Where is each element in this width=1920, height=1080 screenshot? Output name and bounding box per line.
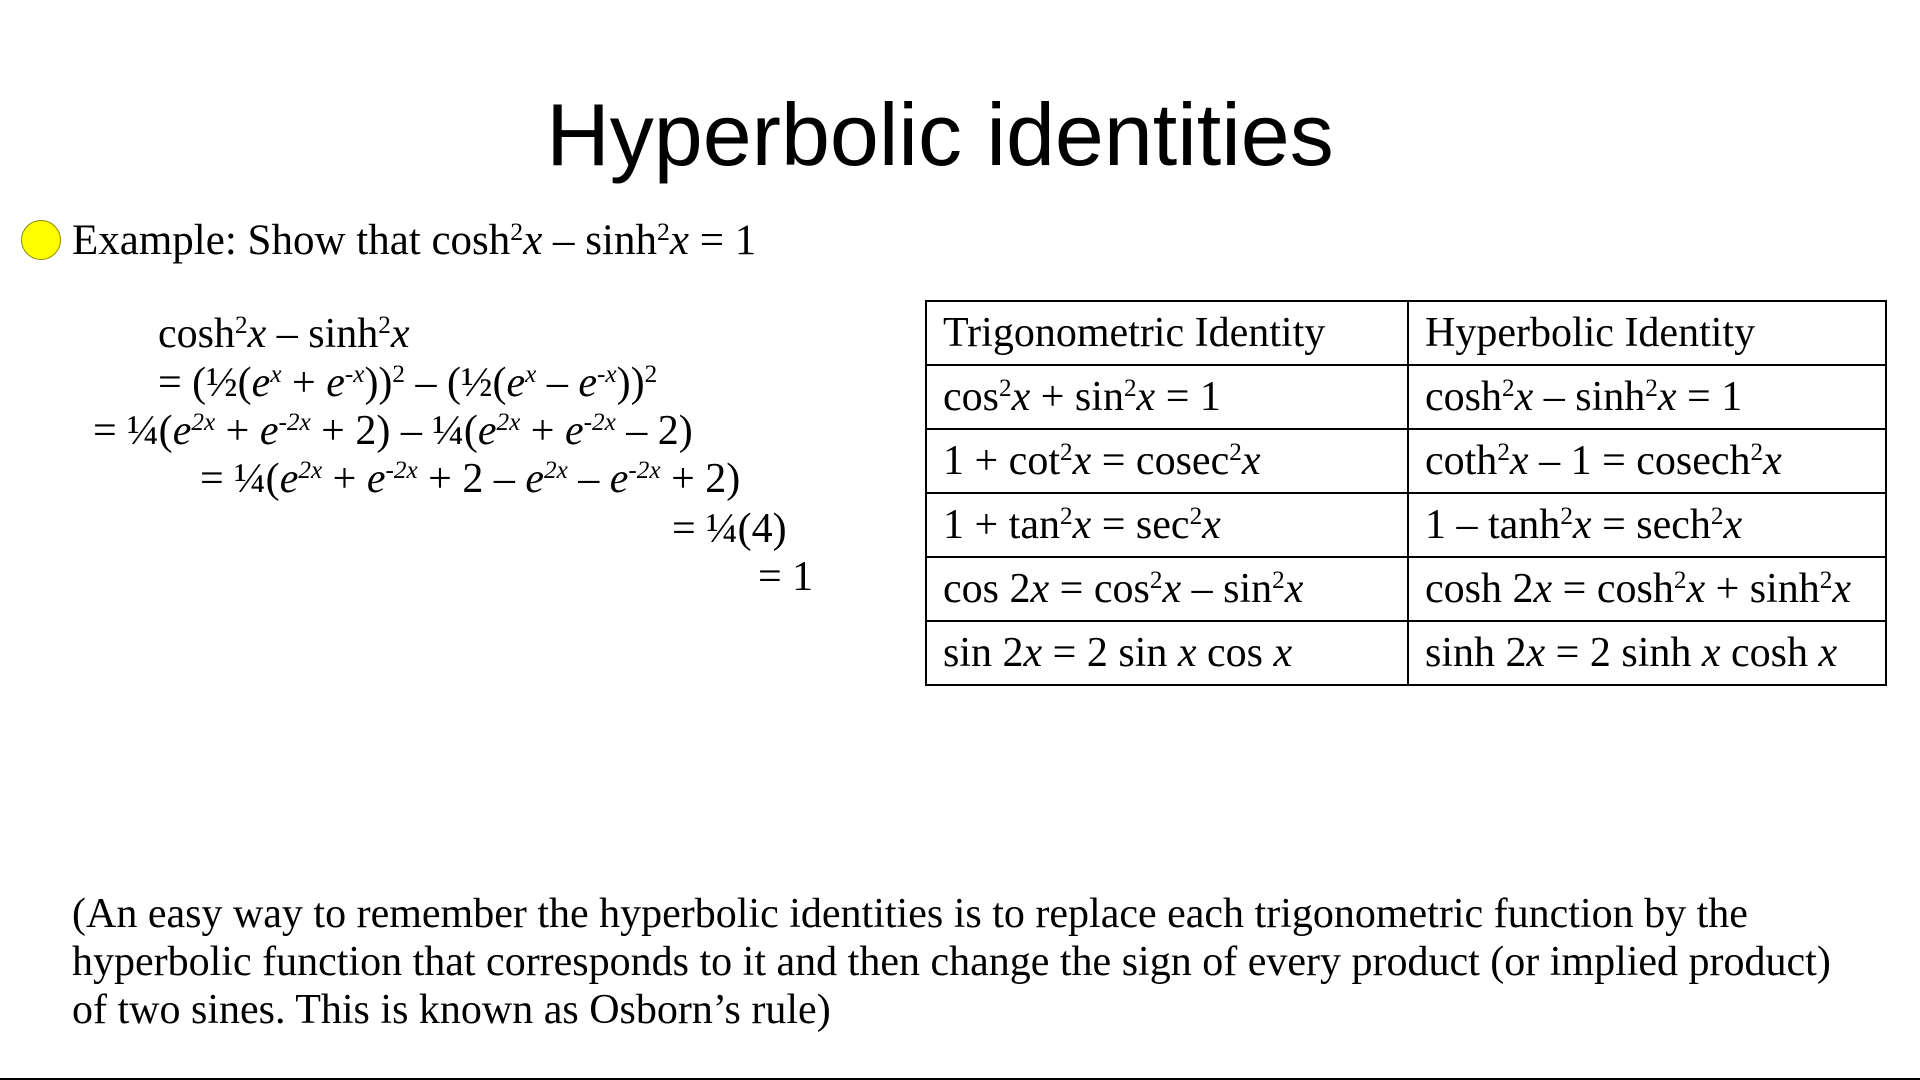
slide-title: Hyperbolic identities (546, 85, 1334, 184)
math-text: + sin (1030, 374, 1124, 420)
math-text: sin 2 (943, 630, 1024, 676)
math-text: cos (1196, 630, 1274, 676)
math-text: + sinh (1705, 566, 1820, 612)
table-body (926, 365, 1886, 685)
math-variable: x (1701, 630, 1721, 676)
example-variable: x (523, 217, 543, 264)
working-line (758, 553, 813, 601)
hyperbolic-identity-cell (1408, 493, 1886, 557)
math-text: + (520, 408, 565, 454)
math-variable: e (525, 456, 544, 502)
math-variable: e (326, 360, 345, 406)
math-text: + (215, 408, 260, 454)
math-text: sinh 2 (1425, 630, 1527, 676)
math-text: cosh (158, 311, 235, 357)
math-text: = 2 sin (1042, 630, 1178, 676)
math-text: = cosh (1552, 566, 1674, 612)
math-variable: x (1818, 630, 1838, 676)
math-text: – 2) (615, 408, 693, 454)
superscript: 2 (378, 312, 391, 340)
math-text: = cosec (1091, 438, 1230, 484)
superscript: -2x (385, 457, 418, 485)
math-text: 1 + cot (943, 438, 1060, 484)
math-text: coth (1425, 438, 1498, 484)
math-text: = cos (1049, 566, 1150, 612)
math-text: cos 2 (943, 566, 1031, 612)
math-variable: x (1202, 502, 1221, 548)
hyperbolic-identity-cell (1408, 429, 1886, 493)
superscript: 2 (1710, 503, 1724, 531)
math-variable: e (609, 456, 629, 502)
math-variable: x (1526, 630, 1546, 676)
math-text: = 1 (758, 554, 814, 600)
math-text: 1 + tan (943, 502, 1060, 548)
superscript: 2 (1149, 567, 1163, 595)
example-superscript: 2 (656, 216, 670, 246)
math-variable: e (477, 408, 497, 454)
superscript: -2x (278, 409, 311, 437)
example-text: – sinh (542, 217, 657, 264)
trig-identity-cell (926, 557, 1408, 621)
example-superscript: 2 (510, 216, 524, 246)
math-variable: x (1686, 566, 1706, 612)
table-row (926, 621, 1886, 685)
osborn-rule-note: (An easy way to remember the hyperbolic identities is to replace each trigonometric function by the hyperbolic function that corresponds to it and then change the sign of every product (or implied product) of two sines. This is known as Osborn’s rule) (72, 891, 1831, 1033)
superscript: 2x (191, 409, 216, 437)
superscript: 2 (1645, 375, 1658, 403)
math-text: = ¼(4) (672, 506, 787, 552)
math-text: – (½( (405, 360, 507, 406)
hyperbolic-identity-cell (1408, 365, 1886, 429)
superscript: x (525, 361, 537, 389)
math-text: = 2 sinh (1545, 630, 1702, 676)
superscript: 2x (298, 457, 323, 485)
table-row (926, 429, 1886, 493)
math-text: = (½( (158, 360, 252, 406)
math-variable: x (247, 311, 267, 357)
example-variable: x (669, 217, 689, 264)
math-variable: x (1241, 438, 1261, 484)
table-row (926, 493, 1886, 557)
math-variable: x (1136, 374, 1156, 420)
math-text: – sinh (266, 311, 379, 357)
hyperbolic-identity-cell (1408, 621, 1886, 685)
superscript: 2 (1189, 503, 1203, 531)
superscript: 2 (1750, 439, 1764, 467)
math-variable: x (1023, 630, 1043, 676)
working-line (672, 505, 787, 553)
trig-identity-cell (926, 429, 1408, 493)
superscript: -x (597, 361, 617, 389)
superscript: 2 (1060, 439, 1073, 467)
superscript: 2 (1502, 375, 1515, 403)
superscript: 2 (999, 375, 1012, 403)
math-variable: x (1533, 566, 1553, 612)
math-variable: e (251, 360, 271, 406)
hyperbolic-identity-cell (1408, 557, 1886, 621)
math-variable: x (1177, 630, 1197, 676)
math-variable: x (1657, 374, 1677, 420)
math-variable: e (564, 408, 584, 454)
math-variable: x (1030, 566, 1050, 612)
table-header-row (926, 301, 1886, 365)
math-variable: x (1273, 630, 1293, 676)
math-text: – 1 = cosech (1528, 438, 1751, 484)
working-line (200, 455, 740, 503)
math-variable: x (1284, 566, 1304, 612)
math-text: + 2 – (417, 456, 526, 502)
math-text: cosh (1425, 374, 1502, 420)
math-text: = ¼( (200, 456, 280, 502)
table-row (926, 365, 1886, 429)
superscript: 2 (1673, 567, 1687, 595)
math-variable: e (366, 456, 386, 502)
superscript: 2 (235, 312, 248, 340)
trig-identity-cell (926, 365, 1408, 429)
superscript: -x (344, 361, 365, 389)
math-variable: x (1072, 438, 1092, 484)
working-line (158, 310, 410, 358)
table-row (926, 557, 1886, 621)
example-statement (72, 215, 756, 267)
math-variable: e (279, 456, 299, 502)
math-variable: x (1572, 502, 1592, 548)
superscript: 2 (1123, 375, 1137, 403)
math-text: cos (943, 374, 999, 420)
math-variable: x (390, 311, 410, 357)
math-variable: e (578, 360, 597, 406)
math-variable: e (259, 408, 279, 454)
table-header: Trigonometric Identity (926, 301, 1408, 365)
math-text: + (322, 456, 367, 502)
math-text: – (536, 360, 579, 406)
math-text: = 1 (1676, 374, 1743, 420)
math-variable: x (1162, 566, 1182, 612)
math-text: = sec (1091, 502, 1190, 548)
math-variable: x (1723, 502, 1743, 548)
superscript: 2x (496, 409, 521, 437)
math-variable: x (1832, 566, 1852, 612)
trig-identity-cell (926, 621, 1408, 685)
superscript: 2 (1272, 567, 1285, 595)
example-text: = 1 (688, 217, 757, 264)
superscript: -2x (628, 457, 661, 485)
math-variable: x (1011, 374, 1031, 420)
working-line (158, 359, 657, 407)
superscript: -2x (583, 409, 616, 437)
math-variable: x (1072, 502, 1092, 548)
math-text: cosh (1720, 630, 1819, 676)
math-text: – sinh (1533, 374, 1646, 420)
superscript: 2 (1819, 567, 1833, 595)
math-text: = sech (1591, 502, 1711, 548)
math-variable: e (172, 408, 192, 454)
math-text: 1 – tanh (1425, 502, 1561, 548)
math-variable: e (506, 360, 526, 406)
math-text: + 2) – ¼( (310, 408, 478, 454)
bullet-circle-icon (21, 220, 61, 260)
table-header: Hyperbolic Identity (1408, 301, 1886, 365)
math-text: + (281, 360, 327, 406)
math-variable: x (1514, 374, 1534, 420)
math-variable: x (1763, 438, 1782, 484)
example-text: Example: Show that cosh (72, 217, 511, 264)
superscript: 2 (1229, 439, 1242, 467)
working-line (93, 407, 693, 455)
math-text: – sin (1181, 566, 1273, 612)
math-text: = 1 (1155, 374, 1221, 420)
superscript: 2 (644, 361, 658, 389)
trig-identity-cell (926, 493, 1408, 557)
superscript: 2 (392, 361, 406, 389)
superscript: 2 (1560, 503, 1573, 531)
math-text: )) (364, 360, 393, 406)
math-text: )) (616, 360, 645, 406)
math-variable: x (1509, 438, 1529, 484)
superscript: 2 (1497, 439, 1510, 467)
math-text: – (567, 456, 610, 502)
superscript: x (270, 361, 282, 389)
math-text: cosh 2 (1425, 566, 1534, 612)
math-text: = ¼( (93, 408, 173, 454)
superscript: 2x (543, 457, 568, 485)
identity-table (925, 300, 1887, 686)
math-text: + 2) (660, 456, 741, 502)
superscript: 2 (1060, 503, 1073, 531)
